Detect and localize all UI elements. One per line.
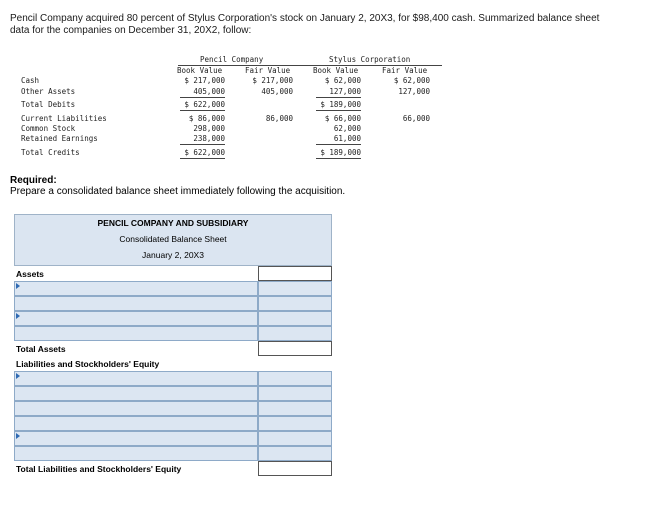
asset-amount-input[interactable] xyxy=(258,326,332,341)
stylus-book-retained-earnings: 61,000 xyxy=(316,134,361,145)
asset-account-dropdown[interactable] xyxy=(14,326,258,341)
liability-entry-row[interactable] xyxy=(14,386,332,401)
liability-account-dropdown[interactable] xyxy=(14,431,258,446)
required-text: Prepare a consolidated balance sheet immediately following the acquisition. xyxy=(10,186,346,197)
liability-account-dropdown[interactable] xyxy=(14,416,258,431)
liability-amount-input[interactable] xyxy=(258,371,332,386)
assets-header-row xyxy=(14,266,332,281)
total-liabilities-equity-label: Total Liabilities and Stockholders' Equity xyxy=(16,464,182,474)
asset-entry-row[interactable] xyxy=(14,281,332,296)
liability-entry-row[interactable] xyxy=(14,446,332,461)
asset-entry-row[interactable] xyxy=(14,311,332,326)
stylus-book-value-header: Book Value xyxy=(313,66,359,75)
liability-account-dropdown[interactable] xyxy=(14,386,258,401)
liability-entry-row[interactable] xyxy=(14,371,332,386)
pencil-book-total-credits: $ 622,000 xyxy=(180,148,225,159)
row-label-current-liabilities: Current Liabilities xyxy=(21,114,107,123)
stylus-book-cash: $ 62,000 xyxy=(324,76,361,85)
problem-prompt xyxy=(10,13,650,37)
pencil-book-total-debits: $ 622,000 xyxy=(180,100,225,111)
stylus-fair-current-liabilities: 66,000 xyxy=(402,114,430,123)
liability-entry-row[interactable] xyxy=(14,416,332,431)
total-liabilities-equity-row xyxy=(14,461,332,476)
worksheet-date: January 2, 20X3 xyxy=(142,250,204,260)
pencil-company-header: Pencil Company xyxy=(200,55,264,64)
worksheet-title: PENCIL COMPANY AND SUBSIDIARY xyxy=(97,218,249,228)
stylus-fair-other-assets: 127,000 xyxy=(398,87,430,96)
dropdown-arrow-icon xyxy=(16,373,20,379)
stylus-fair-value-header: Fair Value xyxy=(382,66,428,75)
asset-amount-input[interactable] xyxy=(258,296,332,311)
assets-label: Assets xyxy=(16,269,44,279)
consolidated-balance-sheet-worksheet xyxy=(14,214,332,476)
stylus-corporation-header: Stylus Corporation xyxy=(329,55,411,64)
liability-amount-input[interactable] xyxy=(258,446,332,461)
asset-account-dropdown[interactable] xyxy=(14,311,258,326)
liability-entry-row[interactable] xyxy=(14,431,332,446)
pencil-book-value-header: Book Value xyxy=(177,66,223,75)
pencil-fair-other-assets: 405,000 xyxy=(261,87,293,96)
stylus-book-other-assets: 127,000 xyxy=(316,87,361,98)
asset-amount-input[interactable] xyxy=(258,281,332,296)
total-assets-row xyxy=(14,341,332,356)
dropdown-arrow-icon xyxy=(16,283,20,289)
pencil-book-cash: $ 217,000 xyxy=(184,76,225,85)
row-label-total-credits: Total Credits xyxy=(21,148,80,157)
asset-account-dropdown[interactable] xyxy=(14,296,258,311)
total-assets-amount xyxy=(258,341,332,356)
pencil-book-other-assets: 405,000 xyxy=(180,87,225,98)
liabilities-header-row xyxy=(14,356,332,371)
asset-entry-row[interactable] xyxy=(14,296,332,311)
liability-account-dropdown[interactable] xyxy=(14,446,258,461)
stylus-book-common-stock: 62,000 xyxy=(333,124,361,133)
liability-amount-input[interactable] xyxy=(258,386,332,401)
pencil-fair-value-header: Fair Value xyxy=(245,66,291,75)
asset-account-dropdown[interactable] xyxy=(14,281,258,296)
pencil-book-common-stock: 298,000 xyxy=(193,124,225,133)
prompt-line-1: Pencil Company acquired 80 percent of Stylus Corporation's stock on January 2, 20X3, for $98,400 cash. Summarized balance sheet xyxy=(10,13,600,24)
row-label-cash: Cash xyxy=(21,76,40,85)
prompt-line-2: data for the companies on December 31, 20X2, follow: xyxy=(10,25,252,36)
row-label-total-debits: Total Debits xyxy=(21,100,76,109)
worksheet-subtitle: Consolidated Balance Sheet xyxy=(119,234,227,244)
liability-amount-input[interactable] xyxy=(258,416,332,431)
total-liabilities-equity-amount xyxy=(258,461,332,476)
liability-account-dropdown[interactable] xyxy=(14,371,258,386)
dropdown-arrow-icon xyxy=(16,313,20,319)
pencil-fair-current-liabilities: 86,000 xyxy=(265,114,293,123)
asset-amount-input[interactable] xyxy=(258,311,332,326)
dropdown-arrow-icon xyxy=(16,433,20,439)
row-label-retained-earnings: Retained Earnings xyxy=(21,134,98,143)
pencil-book-current-liabilities: $ 86,000 xyxy=(188,114,225,123)
stylus-fair-cash: $ 62,000 xyxy=(393,76,430,85)
stylus-book-total-credits: $ 189,000 xyxy=(316,148,361,159)
assets-header-amount-cell xyxy=(258,266,332,281)
pencil-book-retained-earnings: 238,000 xyxy=(180,134,225,145)
liability-account-dropdown[interactable] xyxy=(14,401,258,416)
liabilities-equity-label: Liabilities and Stockholders' Equity xyxy=(16,359,160,369)
worksheet-header xyxy=(14,214,332,266)
liability-amount-input[interactable] xyxy=(258,431,332,446)
liability-entry-row[interactable] xyxy=(14,401,332,416)
liability-amount-input[interactable] xyxy=(258,401,332,416)
total-assets-label: Total Assets xyxy=(16,344,66,354)
pencil-fair-cash: $ 217,000 xyxy=(252,76,293,85)
row-label-other-assets: Other Assets xyxy=(21,87,76,96)
asset-entry-row[interactable] xyxy=(14,326,332,341)
required-heading: Required: xyxy=(10,175,57,186)
row-label-common-stock: Common Stock xyxy=(21,124,76,133)
stylus-book-current-liabilities: $ 66,000 xyxy=(324,114,361,123)
stylus-book-total-debits: $ 189,000 xyxy=(316,100,361,111)
